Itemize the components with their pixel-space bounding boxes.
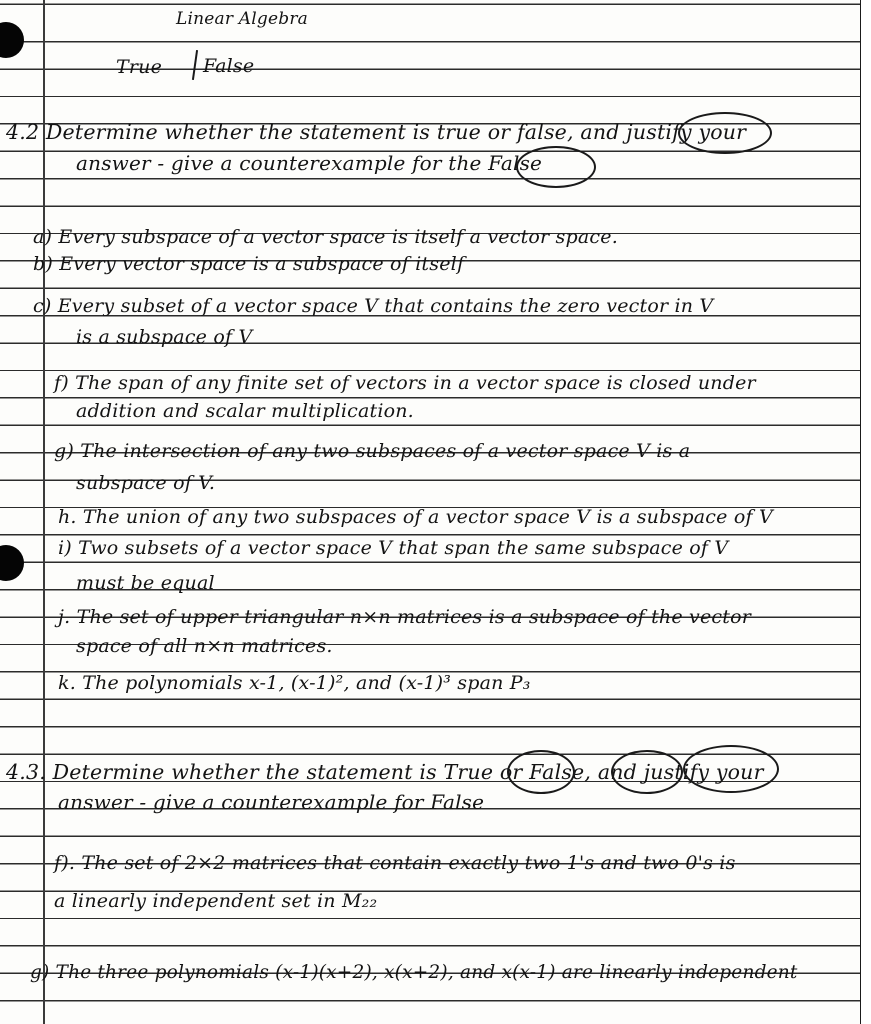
false-circle-43 [611,750,683,794]
item-f-line-1: f) The span of any finite set of vectors in a vector space is closed under [54,372,756,394]
item43-g: g) The three polynomials (x-1)(x+2), x(x+2), and x(x-1) are linearly independent [30,962,798,983]
subject-title: Linear Algebra [176,9,309,29]
item-j-line-1: j. The set of upper triangular n×n matrices is a subspace of the vector [58,606,751,628]
true-circle [507,750,575,794]
q43-line-2: answer - give a counterexample for False [58,790,485,814]
margin-line [43,0,45,1024]
false-label: False [203,55,255,77]
false-circle [516,146,596,188]
item-b: b) Every vector space is a subspace of itself [33,253,465,275]
item-i-line-1: i) Two subsets of a vector space V that span the same subspace of V [58,537,729,559]
q42-line-2: answer - give a counterexample for the False [76,151,543,175]
item-g-line-1: g) The intersection of any two subspaces of a vector space V is a [54,440,691,462]
q42-line-1: 4.2 Determine whether the statement is true or false, and justify your [6,120,747,144]
item-j-line-2: space of all n×n matrices. [76,635,333,657]
item-a: a) Every subspace of a vector space is itself a vector space. [33,226,618,248]
item-h: h. The union of any two subspaces of a vector space V is a subspace of V [58,506,773,528]
item-k: k. The polynomials x-1, (x-1)², and (x-1)³ span P₃ [58,672,531,694]
justify-circle-43 [683,745,779,793]
item43-f-line-2: a linearly independent set in M₂₂ [54,890,378,912]
justify-circle [678,112,772,154]
item-g-line-2: subspace of V. [76,472,216,494]
item-f-line-2: addition and scalar multiplication. [76,400,414,422]
q43-line-1: 4.3. Determine whether the statement is True or False, and justify your [6,760,764,784]
item43-f-line-1: f). The set of 2×2 matrices that contain exactly two 1's and two 0's is [54,852,736,874]
item-c-line-1: c) Every subset of a vector space V that contains the zero vector in V [33,295,714,317]
page-edge [860,0,871,1024]
item-i-line-2: must be equal [76,572,215,594]
item-c-line-2: is a subspace of V [76,326,253,348]
true-label: True [116,56,163,78]
